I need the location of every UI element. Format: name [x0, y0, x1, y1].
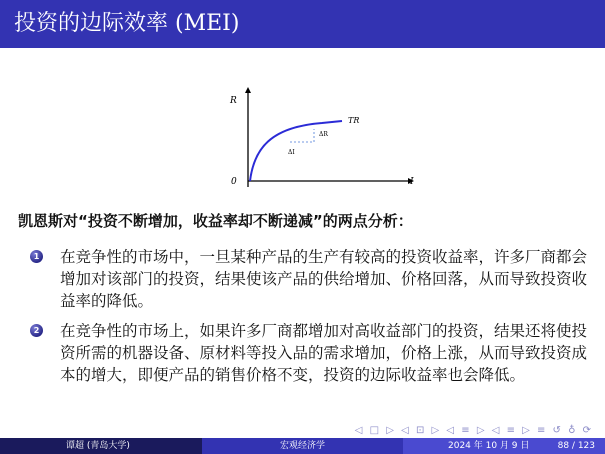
point-text: 在竞争性的市场中，一旦某种产品的生产有较高的投资收益率，许多厂商都会增加对该部门的投资，结果使该产品的供给增加、价格回落，从而导致投资收益率的降低。	[60, 248, 588, 310]
delta-r-label: ΔR	[319, 131, 328, 138]
y-axis-arrow	[245, 87, 251, 93]
footer-author: 谭超 (青岛大学)	[0, 438, 202, 454]
delta-i-label: ΔI	[288, 149, 295, 156]
origin-label: 0	[231, 177, 237, 187]
tr-label: TR	[348, 116, 360, 125]
tr-curve	[250, 121, 342, 181]
slide-title-bar	[0, 0, 605, 48]
point-number-badge: 1	[30, 250, 43, 263]
beamer-navigation-icons[interactable]: ◁ □ ▷ ◁ ⊡ ▷ ◁ ≡ ▷ ◁ ≡ ▷ ≡ ↺ ♁ ⟳	[354, 425, 593, 436]
footer-page-number: 88 / 123	[557, 441, 595, 451]
analysis-point	[30, 320, 590, 386]
return-investment-diagram	[222, 87, 422, 192]
footer-info	[403, 438, 605, 454]
x-axis-label: I	[410, 177, 414, 187]
slide-footer	[0, 438, 605, 454]
footer-topic: 宏观经济学	[202, 438, 403, 454]
footer-date: 2024 年 10 月 9 日	[448, 441, 530, 451]
analysis-heading: 凯恩斯对“投资不断增加，收益率却不断递减”的两点分析：	[18, 212, 413, 230]
y-axis-label: R	[230, 96, 237, 106]
point-text: 在竞争性的市场上，如果许多厂商都增加对高收益部门的投资，结果还将使投资所需的机器设备、原材料等投入品的需求增加，价格上涨，从而导致投资成本的增大，即便产品的销售价格不变，投资的边际收益率也会降低。	[60, 322, 588, 384]
slide-title: 投资的边际效率 (MEI)	[14, 11, 240, 36]
analysis-points	[30, 246, 590, 394]
point-number-badge: 2	[30, 324, 43, 337]
analysis-point	[30, 246, 590, 312]
